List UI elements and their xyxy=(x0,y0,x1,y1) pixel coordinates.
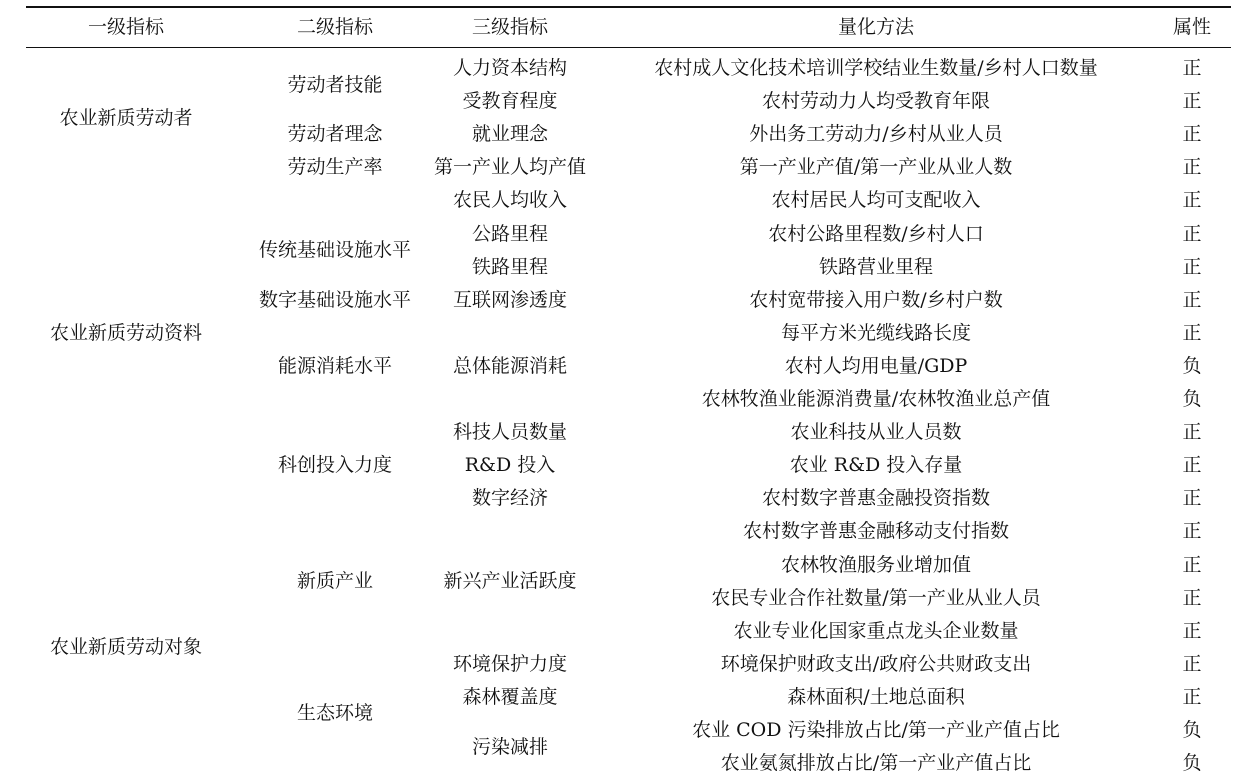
level3-cell: 森林覆盖度 xyxy=(462,685,558,708)
method-cell: 环境保护财政支出/政府公共财政支出 xyxy=(720,652,1032,675)
attribute-cell: 负 xyxy=(1182,354,1202,377)
level3-cell: 铁路里程 xyxy=(471,255,548,278)
level3-cell: 互联网渗透度 xyxy=(452,288,567,311)
attribute-cell: 正 xyxy=(1182,288,1202,311)
level2-cell: 能源消耗水平 xyxy=(277,354,392,377)
method-cell: 农林牧渔服务业增加值 xyxy=(780,553,971,576)
attribute-cell: 正 xyxy=(1182,90,1202,113)
level2-cell: 数字基础设施水平 xyxy=(258,288,411,311)
method-cell: 森林面积/土地总面积 xyxy=(787,685,965,708)
attribute-cell: 负 xyxy=(1182,719,1202,742)
attribute-cell: 正 xyxy=(1182,454,1202,477)
level2-cell: 劳动者理念 xyxy=(287,123,383,146)
attribute-cell: 正 xyxy=(1182,685,1202,708)
level2-cell: 劳动者技能 xyxy=(287,73,383,96)
header-level3: 三级指标 xyxy=(471,16,548,38)
level2-cell: 劳动生产率 xyxy=(287,156,383,179)
level3-cell: R&D 投入 xyxy=(464,454,556,477)
method-cell: 农民专业合作社数量/第一产业从业人员 xyxy=(711,586,1041,609)
attribute-cell: 正 xyxy=(1182,222,1202,245)
method-cell: 第一产业产值/第一产业从业人数 xyxy=(739,156,1013,179)
attribute-cell: 正 xyxy=(1182,553,1202,576)
method-cell: 农村公路里程数/乡村人口 xyxy=(768,222,984,245)
attribute-cell: 正 xyxy=(1182,255,1202,278)
level1-cell: 农业新质劳动对象 xyxy=(49,636,202,659)
header-level2: 二级指标 xyxy=(296,16,373,38)
method-cell: 农业 COD 污染排放占比/第一产业产值占比 xyxy=(692,719,1060,742)
attribute-cell: 正 xyxy=(1182,123,1202,146)
attribute-cell: 正 xyxy=(1182,57,1202,80)
level1-cell: 农业新质劳动者 xyxy=(59,106,193,129)
method-cell: 农村人均用电量/GDP xyxy=(784,354,968,377)
attribute-cell: 正 xyxy=(1182,189,1202,212)
method-cell: 农业科技从业人员数 xyxy=(790,421,962,444)
level3-cell: 就业理念 xyxy=(471,123,548,146)
level2-cell: 科创投入力度 xyxy=(277,454,392,477)
attribute-cell: 正 xyxy=(1182,156,1202,179)
method-cell: 农村劳动力人均受教育年限 xyxy=(761,90,990,113)
header-method: 量化方法 xyxy=(837,16,914,38)
level3-cell: 受教育程度 xyxy=(462,90,558,113)
level2-cell: 新质产业 xyxy=(296,570,373,593)
level3-cell: 环境保护力度 xyxy=(452,652,567,675)
level3-cell: 公路里程 xyxy=(471,222,548,245)
method-cell: 农林牧渔业能源消费量/农林牧渔业总产值 xyxy=(701,388,1051,411)
level3-cell: 科技人员数量 xyxy=(452,421,567,444)
method-cell: 农业 R&D 投入存量 xyxy=(789,454,963,477)
level2-cell: 传统基础设施水平 xyxy=(258,239,411,262)
attribute-cell: 正 xyxy=(1182,586,1202,609)
header-level1: 一级指标 xyxy=(87,16,164,38)
attribute-cell: 正 xyxy=(1182,321,1202,344)
method-cell: 农村宽带接入用户数/乡村户数 xyxy=(749,288,1003,311)
level2-cell: 生态环境 xyxy=(296,702,373,725)
level3-cell: 第一产业人均产值 xyxy=(433,156,586,179)
method-cell: 每平方米光缆线路长度 xyxy=(780,321,971,344)
attribute-cell: 正 xyxy=(1182,487,1202,510)
attribute-cell: 正 xyxy=(1182,421,1202,444)
level3-cell: 新兴产业活跃度 xyxy=(443,570,577,593)
method-cell: 农业专业化国家重点龙头企业数量 xyxy=(733,619,1019,642)
method-cell: 农村成人文化技术培训学校结业生数量/乡村人口数量 xyxy=(654,57,1098,80)
header-attribute: 属性 xyxy=(1172,16,1211,38)
level3-cell: 数字经济 xyxy=(471,487,548,510)
level3-cell: 总体能源消耗 xyxy=(452,354,567,377)
level3-cell: 污染减排 xyxy=(471,735,548,758)
level3-cell: 农民人均收入 xyxy=(452,189,567,212)
level1-cell: 农业新质劳动资料 xyxy=(49,321,202,344)
method-cell: 农村数字普惠金融投资指数 xyxy=(761,487,990,510)
attribute-cell: 负 xyxy=(1182,388,1202,411)
attribute-cell: 正 xyxy=(1182,520,1202,543)
attribute-cell: 正 xyxy=(1182,652,1202,675)
attribute-cell: 负 xyxy=(1182,752,1202,775)
table-header-rule xyxy=(26,47,1231,48)
method-cell: 农业氨氮排放占比/第一产业产值占比 xyxy=(720,752,1032,775)
method-cell: 外出务工劳动力/乡村从业人员 xyxy=(749,123,1003,146)
level3-cell: 人力资本结构 xyxy=(452,57,567,80)
attribute-cell: 正 xyxy=(1182,619,1202,642)
method-cell: 农村数字普惠金融移动支付指数 xyxy=(742,520,1009,543)
method-cell: 农村居民人均可支配收入 xyxy=(771,189,981,212)
method-cell: 铁路营业里程 xyxy=(818,255,933,278)
